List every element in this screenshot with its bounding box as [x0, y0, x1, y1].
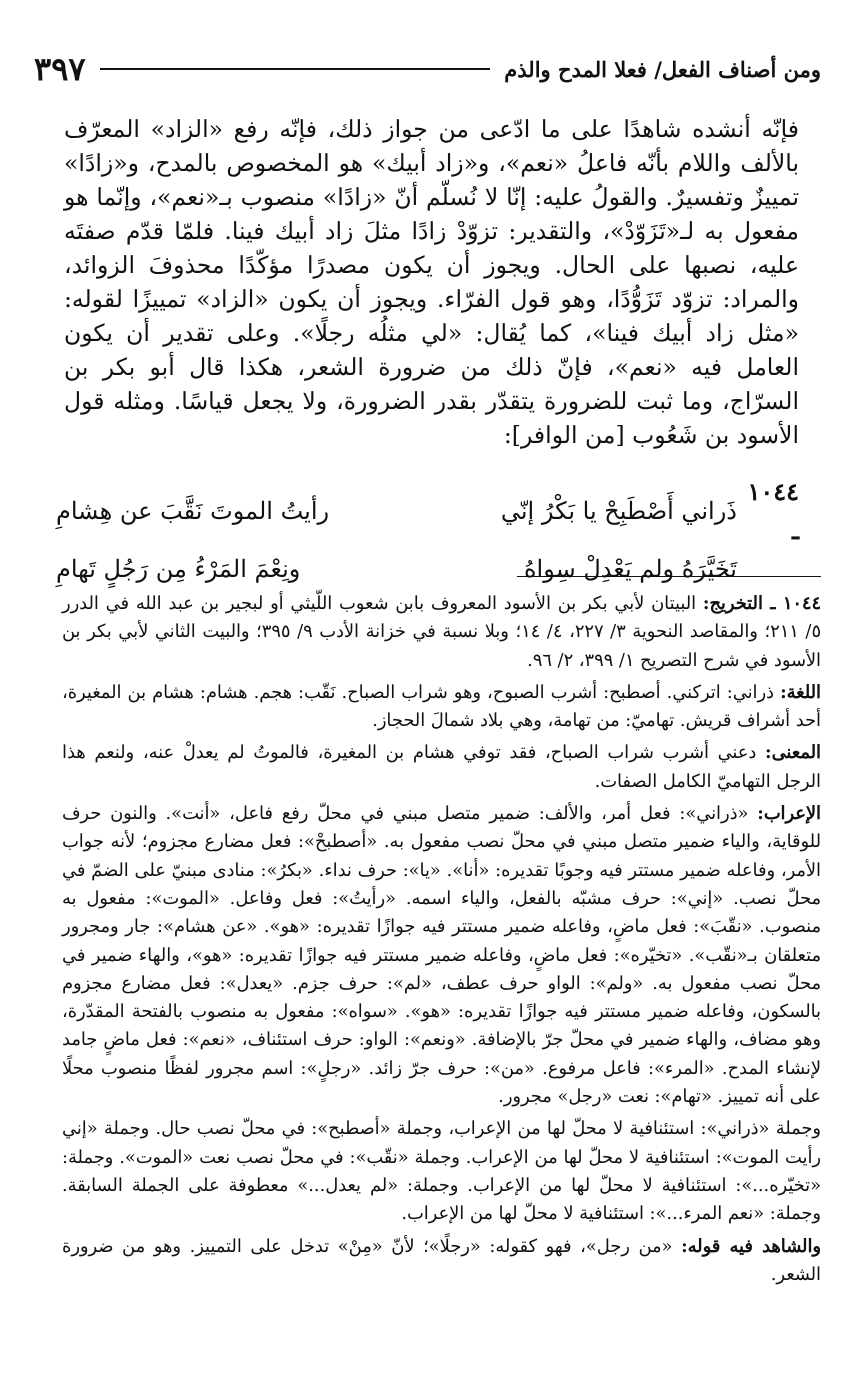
shahid-label: والشاهد فيه قوله:: [681, 1235, 821, 1257]
takhrij-label: ١٠٤٤ ـ التخريج:: [702, 593, 822, 614]
verse-1-first-hemistich: ذَراني أَصْطَبِحْ يا بَكْرُ إنّي: [500, 496, 737, 525]
footnote-shahid: [62, 1233, 821, 1290]
running-title: ومن أصناف الفعل/ فعلا المدح والذم: [504, 56, 821, 82]
mana-text: دعني أشرب شراب الصباح، فقد توفي هشام بن المغيرة، فالموتُ لم يعدلْ عنه، ولنعم هذا الرجل التهاميّ الكامل الصفات.: [62, 742, 821, 792]
footnotes: [62, 590, 821, 1293]
header-rule: [100, 68, 491, 70]
footnote-separator: [517, 576, 821, 577]
jumal-text: وجملة «ذراني»: استئنافية لا محلّ لها من الإعراب، وجملة «أصطبح»: في محلّ نصب حال. وجملة «إني رأيت الموت»: استئنافية لا محلّ لها من الإعراب. وجملة «نقّب»: في محلّ نصب نعت «الموت». وجملة: «تخيّره...»: استئنافية لا محلّ لها من الإعراب. وجملة: «لم يعدل...» معطوفة على الجملة السابقة. وجملة: «نعم المرء...»: استئنافية لا محلّ لها من الإعراب.: [62, 1118, 821, 1225]
lugha-label: اللغة:: [780, 681, 821, 703]
verse-2-second-hemistich: ونِعْمَ المَرْءُ مِن رَجُلٍ تَهامِ: [56, 555, 301, 583]
takhrij-text: البيتان لأبي بكر بن الأسود المعروف بابن شعوب اللّيثي أو لبجير بن عبد الله في الدرر ٥/ ٢١١؛ والمقاصد النحوية ٣/ ٢٢٧، ٤/ ١٤؛ وبلا نسبة في خزانة الأدب ٩/ ٣٩٥؛ والبيت الثاني لأبي بكر بن الأسود في شرح التصريح ١/ ٣٩٩، ٢/ ٩٦.: [62, 593, 821, 671]
poem-verses: [56, 472, 799, 589]
footnote-irab: [62, 800, 821, 1111]
verse-number: ١٠٤٤ ـ: [747, 477, 799, 545]
shahid-text: «من رجل»، فهو كقوله: «رجلًا»؛ لأنّ «مِنْ» تدخل على التمييز. وهو من ضرورة الشعر.: [62, 1235, 821, 1285]
footnote-takhrij: [62, 590, 821, 675]
verse-line-1: [56, 472, 799, 550]
footnote-lugha: [62, 679, 821, 736]
lugha-text: ذراني: اتركني. أصطبح: أشرب الصبوح، وهو شراب الصباح. نَقّب: هجم. هشام: هشام بن المغيرة، أحد أشراف قريش. تهاميّ: من تهامة، وهي بلاد شمالَ الحجاز.: [62, 681, 821, 732]
page-header: [34, 44, 821, 94]
mana-label: المعنى:: [765, 742, 821, 764]
verse-1-second-hemistich: رأيتُ الموتَ نَقَّبَ عن هِشامِ: [56, 496, 330, 525]
verse-line-2: [56, 550, 799, 589]
page-number: ٣٩٧: [34, 50, 86, 88]
main-text: [64, 112, 799, 452]
footnote-mana: [62, 739, 821, 796]
footnote-jumal: [62, 1115, 821, 1228]
verse-2-first-hemistich: تَخَيَّرَهُ ولم يَعْدِلْ سِواهُ: [523, 555, 737, 583]
irab-label: الإعراب:: [757, 803, 821, 825]
irab-text: «ذراني»: فعل أمر، والألف: ضمير متصل مبني في محلّ رفع فاعل، «أنت». والنون حرف للوقاية، والياء ضمير متصل مبني في محلّ نصب مفعول به. «أصطبحْ»: فعل مضارع مجزوم؛ لأنه جواب الأمر، وفاعله ضمير مستتر فيه وجوبًا تقديره: «أنا». «يا»: حرف نداء. «بكرُ»: منادى مبنيّ على الضمّ في محلّ نصب. «إني»: حرف مشبّه بالفعل، والياء اسمه. «رأيتُ»: فعل وفاعل. «الموت»: مفعول به منصوب. «نقّبَ»: فعل ماضٍ، وفاعله ضمير مستتر فيه جوازًا تقديره: «هو». «عن هشام»: جار ومجرور متعلقان بـ«نقّب». «تخيّره»: فعل ماضٍ، وفاعله ضمير مستتر فيه جوازًا تقديره: «هو»، والهاء ضمير في محلّ نصب مفعول به. «ولم»: الواو حرف عطف، «لم»: حرف جزم. «يعدل»: فعل مضارع مجزوم بالسكون، وفاعله ضمير مستتر فيه جوازًا تقديره: «هو». «سواه»: مفعول به منصوب بالفتحة المقدّرة، وهو مضاف، والهاء ضمير في محلّ جرّ بالإضافة. «ونعم»: الواو: حرف استئناف، «نعم»: فعل ماضٍ جامد لإنشاء المدح. «المرء»: فاعل مرفوع. «من»: حرف جرّ زائد. «رجلٍ»: اسم مجرور لفظًا منصوب محلًا على أنه تمييز. «تهام»: نعت «رجل» مجرور.: [62, 803, 821, 1108]
main-paragraph: فإنّه أنشده شاهدًا على ما ادّعى من جواز ذلك، فإنّه رفع «الزاد» المعرّف بالألف واللام بأنّه فاعلُ «نعم»، و«زاد أبيك» هو المخصوص بالمدح، و«زادًا» تمييزٌ وتفسيرٌ. والقولُ عليه: إنّا لا نُسلّم أنّ «زادًا» منصوب بـ«نعم»، وإنّما هو مفعول به لـ«تَزَوّدْ»، والتقدير: تزوّدْ زادًا مثلَ زاد أبيك فينا. فلمّا قدّم صفتَه عليه، نصبها على الحال. ويجوز أن يكون مصدرًا مؤكّدًا محذوفَ الزوائد، والمراد: تزوّد تَزَوُّدًا، وهو قول الفرّاء. ويجوز أن يكون «الزاد» تمييزًا لقوله: «مثل زاد أبيك فينا»، كما يُقال: «لي مثلُه رجلًا». وعلى تقدير أن يكون العامل فيه «نعم»، فإنّ ذلك من ضرورة الشعر، هكذا قال أبو بكر بن السرّاج، وما ثبت للضرورة يتقدّر بقدر الضرورة، ولا يجعل قياسًا. ومثله قول الأسود بن شَعُوب [من الوافر]:: [64, 115, 799, 449]
